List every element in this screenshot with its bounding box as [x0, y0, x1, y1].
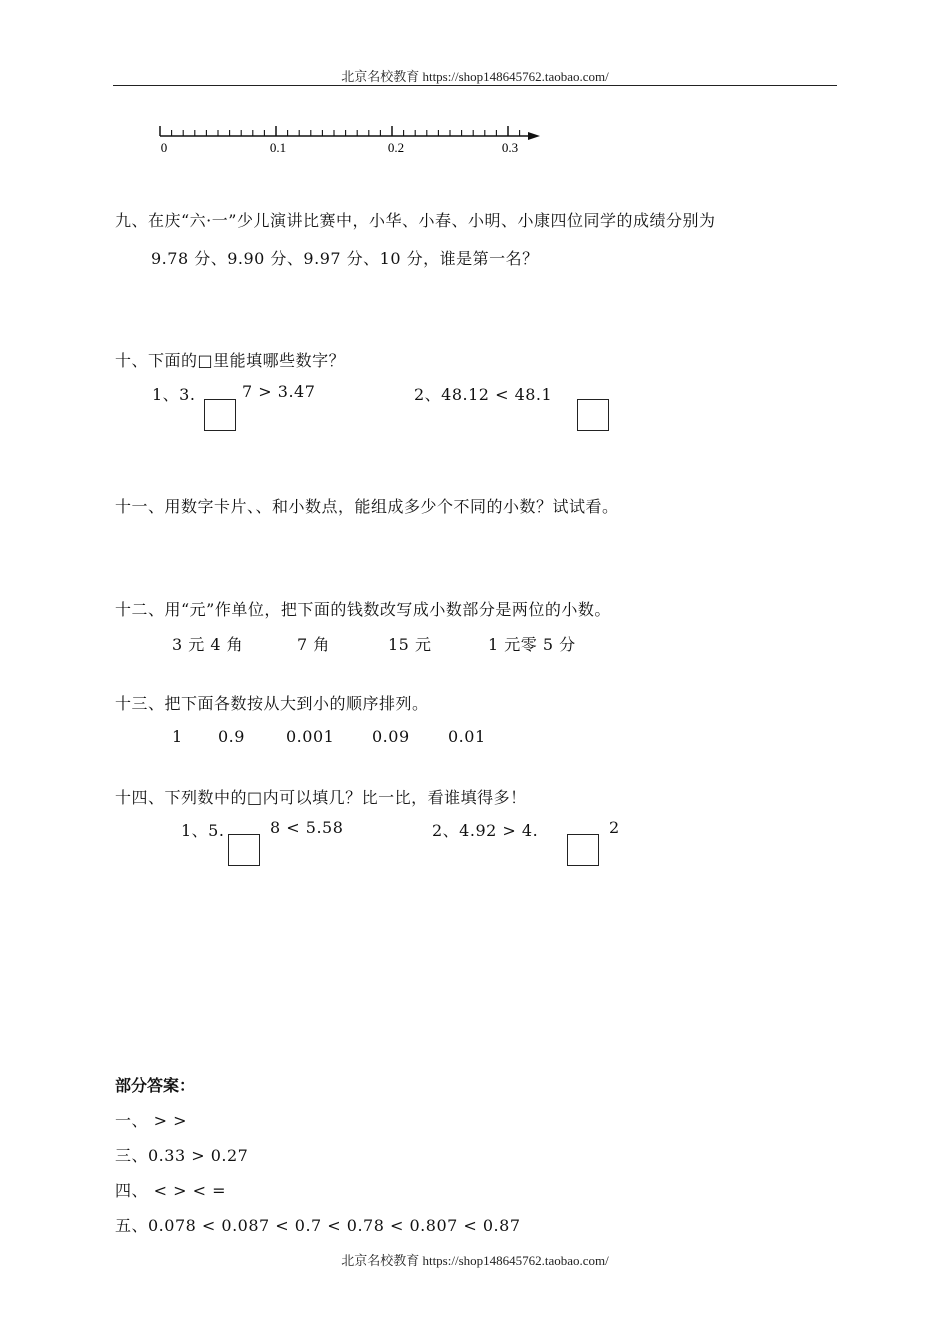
q14-item1-suffix: 8 < 5.58 [270, 818, 344, 837]
question-9-line1: 九、在庆“六·一”少儿演讲比赛中，小华、小春、小明、小康四位同学的成绩分别为 [115, 211, 716, 230]
q14-item1-prefix: 1、5. [181, 821, 225, 840]
question-10-title: 十、下面的□里能填哪些数字？ [115, 351, 346, 370]
q10-answer-box-1[interactable] [204, 399, 236, 431]
page-footer: 北京名校教育 https://shop148645762.taobao.com/ [341, 1253, 609, 1268]
number-line-label: 0.3 [501, 140, 519, 155]
question-9-line2: 9.78 分、9.90 分、9.97 分、10 分，谁是第一名？ [151, 249, 539, 268]
number-line [150, 122, 550, 162]
answers-title: 部分答案： [115, 1076, 196, 1095]
q14-item2-prefix: 2、4.92 > 4. [432, 821, 539, 840]
answer-line: 三、0.33 > 0.27 [115, 1146, 249, 1165]
q10-answer-box-2[interactable] [577, 399, 609, 431]
question-12-title: 十二、用“元”作单位，把下面的钱数改写成小数部分是两位的小数。 [115, 600, 611, 619]
q10-item1-suffix: 7 > 3.47 [242, 382, 316, 401]
q13-item: 1 [172, 727, 183, 746]
answer-line: 四、 < > < = [115, 1181, 226, 1200]
number-line-label: 0.2 [387, 140, 405, 155]
q13-item: 0.09 [372, 727, 410, 746]
number-line-label: 0 [160, 140, 168, 155]
q12-item: 3 元 4 角 [172, 635, 244, 654]
q10-item1-prefix: 1、3. [152, 385, 196, 404]
q13-item: 0.01 [448, 727, 486, 746]
q12-item: 15 元 [388, 635, 432, 654]
question-13-title: 十三、把下面各数按从大到小的顺序排列。 [115, 694, 429, 713]
question-11-title: 十一、用数字卡片、、和小数点，能组成多少个不同的小数？试试看。 [115, 497, 619, 516]
header-divider [113, 85, 837, 86]
page-header: 北京名校教育 https://shop148645762.taobao.com/ [341, 69, 609, 84]
answer-line: 五、0.078 < 0.087 < 0.7 < 0.78 < 0.807 < 0.87 [115, 1216, 521, 1235]
q12-item: 1 元零 5 分 [488, 635, 576, 654]
number-line-arrow [528, 132, 540, 140]
q13-item: 0.001 [286, 727, 335, 746]
q14-answer-box-1[interactable] [228, 834, 260, 866]
q14-answer-box-2[interactable] [567, 834, 599, 866]
answer-line: 一、 > > [115, 1111, 187, 1130]
q14-item2-suffix: 2 [609, 818, 620, 837]
q10-item2-prefix: 2、48.12 < 48.1 [414, 385, 553, 404]
q13-item: 0.9 [218, 727, 245, 746]
number-line-label: 0.1 [269, 140, 287, 155]
question-14-title: 十四、下列数中的□内可以填几？比一比，看谁填得多！ [115, 788, 527, 807]
q12-item: 7 角 [297, 635, 330, 654]
